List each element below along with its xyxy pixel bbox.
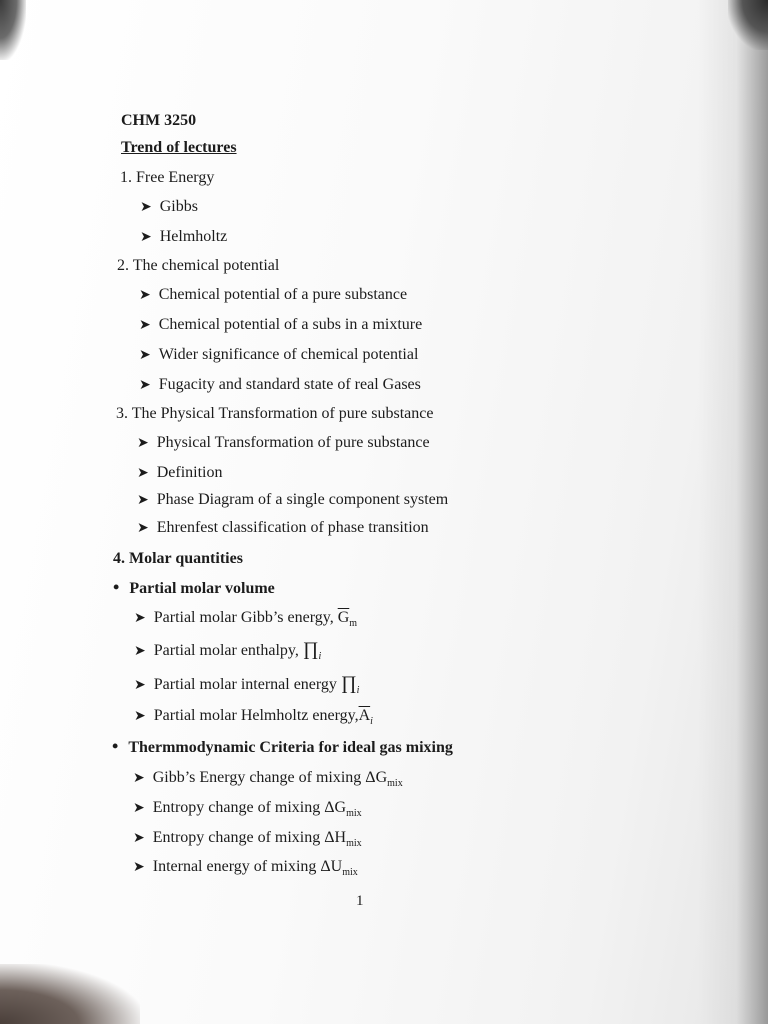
bullet-heading-text: Thermmodynamic Criteria for ideal gas mixing — [128, 739, 453, 756]
list-item-text: Partial molar Helmholtz energy, — [153, 707, 359, 724]
scan-corner-shadow — [0, 964, 140, 1024]
symbol: $\overline{A}$ — [358, 707, 371, 724]
list-item-text: Gibbs — [159, 198, 198, 215]
symbol-subscript: mix — [346, 808, 362, 820]
section-title: 3. The Physical Transformation of pure substance — [116, 405, 434, 422]
list-item — [134, 609, 357, 629]
list-item — [139, 316, 422, 334]
arrow-bullet-icon: ➤ — [133, 831, 145, 846]
symbol: ΔG — [324, 799, 347, 816]
scan-corner-shadow — [0, 0, 26, 60]
symbol-subscript: mix — [387, 778, 403, 790]
arrow-bullet-icon: ➤ — [133, 801, 145, 816]
symbol-subscript: mix — [346, 838, 362, 850]
list-item-text: Entropy change of mixing — [152, 799, 325, 816]
symbol-subscript: i — [370, 716, 373, 728]
page-number: 1 — [356, 893, 364, 909]
list-item-text: Physical Transformation of pure substance — [156, 434, 430, 451]
symbol: $\overline{G}$ — [337, 609, 350, 626]
arrow-bullet-icon: ➤ — [139, 288, 151, 303]
arrow-bullet-icon: ➤ — [134, 611, 146, 626]
symbol: ∏ — [340, 673, 357, 694]
list-item-text: Wider significance of chemical potential — [158, 346, 419, 363]
section-title: 4. Molar quantities — [113, 550, 243, 567]
list-item-text: Definition — [156, 464, 223, 481]
round-bullet-icon: • — [112, 736, 119, 756]
list-item — [134, 673, 359, 696]
list-item-text: Ehrenfest classification of phase transition — [156, 519, 429, 536]
list-item-text: Partial molar Gibb’s energy, — [153, 609, 338, 626]
arrow-bullet-icon: ➤ — [137, 521, 149, 536]
list-item — [133, 769, 403, 789]
list-item-text: Gibb’s Energy change of mixing — [152, 769, 366, 786]
list-item — [140, 198, 198, 216]
symbol-subscript: i — [318, 651, 322, 663]
arrow-bullet-icon: ➤ — [137, 493, 149, 508]
list-item-text: Helmholtz — [159, 228, 228, 245]
symbol-subscript: m — [349, 618, 358, 630]
symbol-subscript: mix — [342, 867, 358, 879]
round-bullet-icon: • — [113, 577, 120, 597]
section-title: 1. Free Energy — [120, 169, 215, 186]
list-item — [134, 639, 321, 662]
scan-corner-shadow — [728, 0, 768, 50]
list-item — [139, 286, 407, 304]
bullet-heading-text: Partial molar volume — [129, 580, 275, 597]
list-item-text: Entropy change of mixing — [152, 829, 325, 846]
list-item-text: Partial molar enthalpy, — [153, 642, 303, 659]
list-item-text: Fugacity and standard state of real Gases — [158, 376, 421, 393]
list-item — [139, 346, 418, 364]
symbol-subscript: i — [356, 685, 360, 697]
list-item — [137, 491, 448, 509]
page-edge-shadow — [698, 0, 768, 1024]
list-item — [140, 228, 227, 246]
list-item — [133, 799, 362, 819]
arrow-bullet-icon: ➤ — [134, 644, 146, 659]
list-item — [139, 376, 421, 394]
symbol: ΔU — [320, 858, 343, 875]
arrow-bullet-icon: ➤ — [139, 378, 151, 393]
arrow-bullet-icon: ➤ — [140, 230, 152, 245]
arrow-bullet-icon: ➤ — [139, 318, 151, 333]
bullet-heading — [112, 736, 453, 757]
course-code: CHM 3250 — [121, 112, 197, 129]
list-item — [137, 519, 429, 537]
list-item — [134, 707, 373, 727]
symbol: ΔH — [324, 829, 347, 846]
arrow-bullet-icon: ➤ — [137, 436, 149, 451]
page-heading: Trend of lectures — [121, 139, 237, 156]
list-item — [137, 434, 430, 452]
symbol: ΔG — [365, 769, 388, 786]
arrow-bullet-icon: ➤ — [139, 348, 151, 363]
list-item-text: Partial molar internal energy — [153, 676, 341, 693]
bullet-heading — [113, 577, 275, 598]
list-item — [133, 829, 362, 849]
list-item-text: Internal energy of mixing — [152, 858, 321, 875]
list-item-text: Chemical potential of a pure substance — [158, 286, 408, 303]
arrow-bullet-icon: ➤ — [133, 860, 145, 875]
arrow-bullet-icon: ➤ — [134, 709, 146, 724]
symbol: ∏ — [302, 639, 319, 660]
list-item-text: Phase Diagram of a single component system — [156, 491, 449, 508]
section-title: 2. The chemical potential — [117, 257, 280, 274]
list-item-text: Chemical potential of a subs in a mixture — [158, 316, 423, 333]
list-item — [133, 858, 358, 878]
arrow-bullet-icon: ➤ — [137, 466, 149, 481]
arrow-bullet-icon: ➤ — [134, 678, 146, 693]
arrow-bullet-icon: ➤ — [133, 771, 145, 786]
arrow-bullet-icon: ➤ — [140, 200, 152, 215]
list-item — [137, 464, 223, 482]
